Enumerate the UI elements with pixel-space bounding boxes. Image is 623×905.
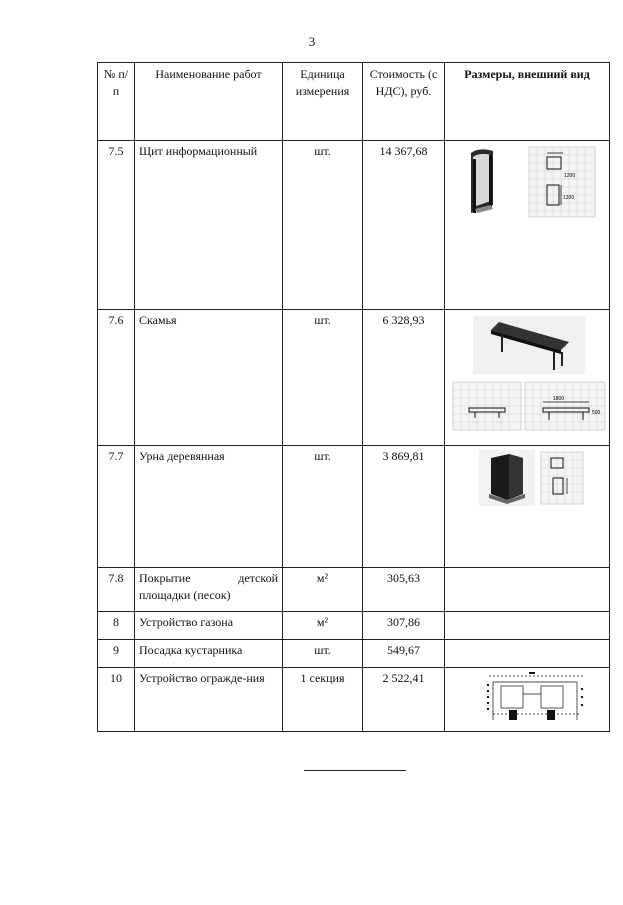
row-num: 7.5 [98, 141, 135, 310]
table-row [98, 310, 610, 446]
row-name: Посадка кустарника [135, 640, 283, 668]
row-unit: шт. [283, 310, 363, 446]
header-cost: Стоимость (с НДС), руб. [363, 63, 445, 141]
table-row [98, 640, 610, 668]
row-cost: 3 869,81 [363, 446, 445, 568]
row-name: Урна деревянная [135, 446, 283, 568]
row-view-empty [445, 612, 610, 640]
row-num: 8 [98, 612, 135, 640]
table-row [98, 568, 610, 612]
row-cost: 14 367,68 [363, 141, 445, 310]
row-cost: 307,86 [363, 612, 445, 640]
table-row [98, 668, 610, 732]
bench-image [449, 312, 609, 436]
works-table [97, 62, 610, 732]
row-name: Устройство газона [135, 612, 283, 640]
row-unit: шт. [283, 141, 363, 310]
row-name: Щит информационный [135, 141, 283, 310]
info-board-dim-2: 1300 [563, 195, 575, 201]
page-number: 3 [308, 34, 316, 49]
row-unit: шт. [283, 446, 363, 568]
row-view-empty [445, 640, 610, 668]
footer-divider [304, 770, 406, 771]
info-board-image [449, 143, 609, 223]
bench-dim-1: 1800 [553, 396, 565, 402]
row-unit: м² [283, 612, 363, 640]
row-unit: м² [283, 568, 363, 612]
header-unit: Единица измерения [283, 63, 363, 141]
row-num: 7.7 [98, 446, 135, 568]
urn-image [449, 448, 609, 508]
row-name: Устройство огражде-ния [135, 668, 283, 732]
row-cost: 549,67 [363, 640, 445, 668]
table-row [98, 141, 610, 310]
info-board-dim-1: 1200 [564, 173, 576, 179]
fence-image [449, 670, 609, 726]
row-cost: 2 522,41 [363, 668, 445, 732]
header-view: Размеры, внешний вид [445, 63, 610, 141]
row-view-empty [445, 568, 610, 612]
info-board-drawings [445, 141, 610, 310]
wooden-urn-drawings [445, 446, 610, 568]
row-unit: 1 секция [283, 668, 363, 732]
header-name: Наименование работ [135, 63, 283, 141]
row-num: 7.8 [98, 568, 135, 612]
table-row [98, 612, 610, 640]
fence-section-drawing [445, 668, 610, 732]
row-name: Покрытие детской площадки (песок) [135, 568, 283, 612]
row-num: 10 [98, 668, 135, 732]
bench-dim-2: 500 [592, 410, 601, 416]
table-row [98, 446, 610, 568]
row-cost: 305,63 [363, 568, 445, 612]
row-name: Скамья [135, 310, 283, 446]
row-cost: 6 328,93 [363, 310, 445, 446]
row-num: 7.6 [98, 310, 135, 446]
header-num: № п/п [98, 63, 135, 141]
table-header-row [98, 63, 610, 141]
bench-drawings [445, 310, 610, 446]
row-num: 9 [98, 640, 135, 668]
row-unit: шт. [283, 640, 363, 668]
